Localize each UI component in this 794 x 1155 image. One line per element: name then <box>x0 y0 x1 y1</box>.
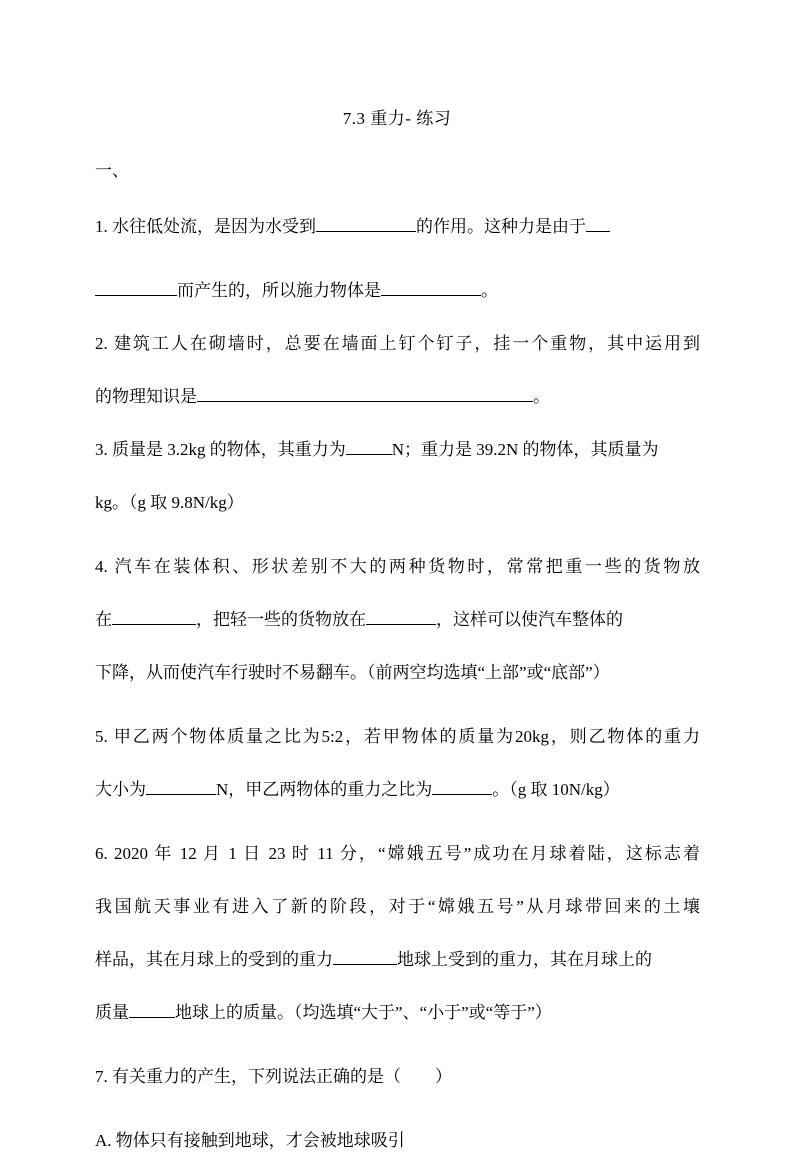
q4-text-1: 在 <box>95 610 112 629</box>
q1-line-2 <box>95 276 700 305</box>
q5-text-3: 。（g 取 10N/kg） <box>492 780 620 799</box>
q5-blank-1 <box>146 776 216 795</box>
q4-blank-2 <box>366 606 436 625</box>
q1-text-4: 。 <box>481 281 498 300</box>
q2-line-2 <box>95 382 700 411</box>
section-heading: 一、 <box>95 161 129 180</box>
q6-text-2: 地球上受到的重力，其在月球上的 <box>397 950 652 969</box>
q5-blank-2 <box>432 776 492 795</box>
q7-stem: 7. 有关重力的产生，下列说法正确的是（ ） <box>95 1067 452 1086</box>
q1-line-1 <box>95 212 700 241</box>
question-list <box>95 212 700 1155</box>
q2-line-1: 2. 建筑工人在砌墙时，总要在墙面上钉个钉子，挂一个重物，其中运用到 <box>95 334 700 353</box>
q1-blank-3 <box>381 277 481 296</box>
q6-line-4 <box>95 998 700 1027</box>
q4-text-2: ，把轻一些的货物放在 <box>196 610 366 629</box>
q1-text-2: 的作用。这种力是由于 <box>416 217 586 236</box>
q2-text-1: 的物理知识是 <box>95 387 197 406</box>
q1-text-3: 而产生的，所以施力物体是 <box>177 281 381 300</box>
q5-text-2: N，甲乙两物体的重力之比为 <box>216 780 433 799</box>
q2-text-2: 。 <box>533 387 550 406</box>
q3-blank-1 <box>346 436 392 455</box>
q4-line-2 <box>95 605 700 634</box>
q3-text-1: 3. 质量是 3.2kg 的物体，其重力为 <box>95 440 346 459</box>
q4-text-3: ，这样可以使汽车整体的 <box>436 610 623 629</box>
q7-option-a: A. 物体只有接触到地球，才会被地球吸引 <box>95 1131 405 1150</box>
q5-line-1: 5. 甲乙两个物体质量之比为5:2，若甲物体的质量为20kg，则乙物体的重力 <box>95 727 700 746</box>
q3-line-2: kg。（g 取 9.8N/kg） <box>95 493 244 512</box>
q5-text-1: 大小为 <box>95 780 146 799</box>
q6-text-4: 地球上的质量。（均选填“大于”、“小于”或“等于”） <box>175 1003 552 1022</box>
q4-line-3: 下降，从而使汽车行驶时不易翻车。（前两空均选填“上部”或“底部”） <box>95 663 610 682</box>
q6-blank-1 <box>333 946 397 965</box>
q6-line-1: 6. 2020 年 12 月 1 日 23 时 11 分，“嫦娥五号”成功在月球着陆，这标志着 <box>95 844 700 863</box>
q6-text-1: 样品，其在月球上的受到的重力 <box>95 950 333 969</box>
q4-line-1: 4. 汽车在装体积、形状差别不大的两种货物时，常常把重一些的货物放 <box>95 557 700 576</box>
q5-line-2 <box>95 775 700 804</box>
q6-text-3: 质量 <box>95 1003 129 1022</box>
q3-text-2: N；重力是 39.2N 的物体，其质量为 <box>391 440 659 459</box>
q3-line-1 <box>95 435 700 464</box>
q1-blank-1 <box>316 213 416 232</box>
q1-blank-2b <box>95 277 177 296</box>
q6-line-2: 我国航天事业有进入了新的阶段，对于“嫦娥五号”从月球带回来的土壤 <box>95 897 700 916</box>
q6-line-3 <box>95 945 700 974</box>
q4-blank-1 <box>112 606 196 625</box>
q6-blank-2 <box>129 999 175 1018</box>
q2-blank-1 <box>197 383 533 402</box>
document-title: 7.3 重力- 练习 <box>342 109 452 128</box>
q1-text-1: 1. 水往低处流，是因为水受到 <box>95 217 316 236</box>
q1-blank-2a <box>586 213 610 232</box>
